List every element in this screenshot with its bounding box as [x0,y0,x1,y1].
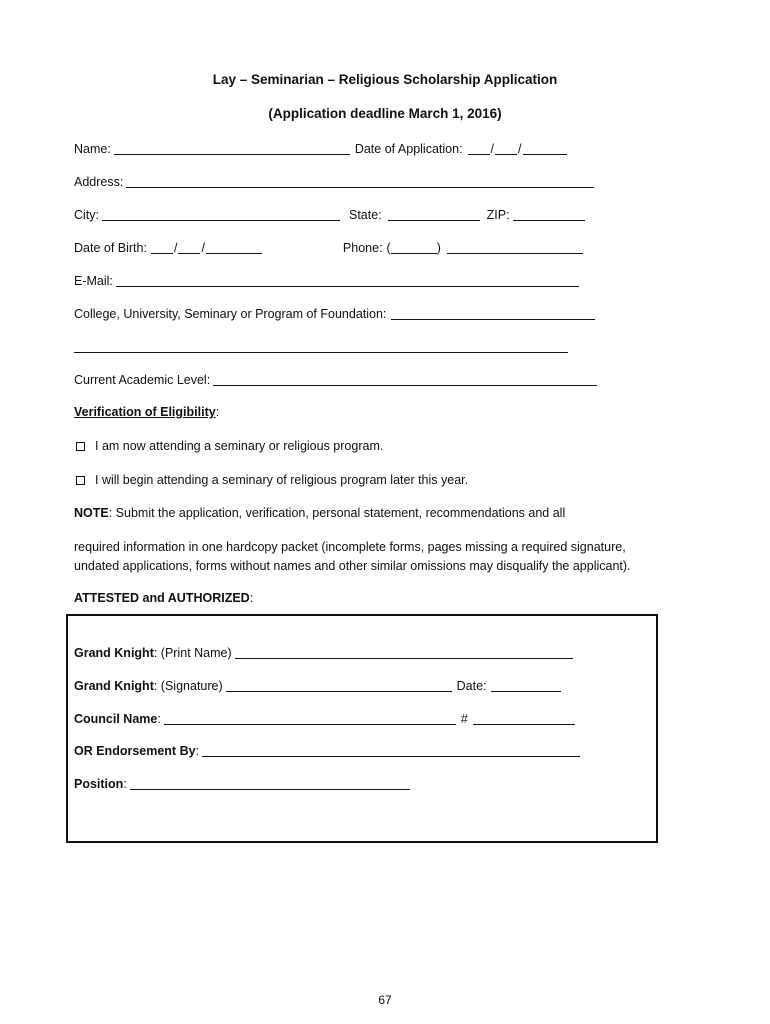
city-field[interactable] [102,208,340,221]
note-line-2: required information in one hardcopy packet (incomplete forms, pages missing a required signature, [74,540,626,554]
academic-level-row [74,372,600,388]
name-label: Name: [74,142,111,156]
council-number-label: # [460,712,468,726]
grand-knight-print-name-field[interactable] [235,646,573,659]
form-title: Lay – Seminarian – Religious Scholarship Application [212,72,558,87]
attending-later-checkbox[interactable] [76,476,85,485]
application-month-field[interactable] [468,142,490,155]
signature-date-label: Date: [456,679,487,693]
position-row: Position : [74,776,413,792]
application-year-field[interactable] [523,142,567,155]
print-name-label: : (Print Name) [153,646,232,660]
grand-knight-label: Grand Knight [74,646,154,660]
name-field[interactable] [114,142,350,155]
city-label: City: [74,208,99,222]
email-label: E-Mail: [74,274,113,288]
note-label: NOTE [74,506,109,520]
phone-area-code-field[interactable] [391,241,437,254]
note-row [74,505,565,521]
attending-now-label: I am now attending a seminary or religious program. [95,439,384,453]
zip-field[interactable] [513,208,585,221]
zip-label: ZIP: [486,208,510,222]
form-subtitle: (Application deadline March 1, 2016) [268,106,502,121]
state-label: State: [349,208,382,222]
verification-heading: Verification of Eligibility [74,405,216,419]
endorsement-row: OR Endorsement By : [74,743,583,759]
attested-row: ATTESTED and AUTHORIZED : [74,591,254,605]
attending-later-label: I will begin attending a seminary of religious program later this year. [95,473,469,487]
college-field[interactable] [391,307,595,320]
position-label: Position [74,777,124,791]
note-line-3: undated applications, forms without names and other similar omissions may disqualify the applicant). [74,559,631,573]
birth-phone-row: Date of Birth: / / Phone: ( ) [74,240,586,256]
endorsement-label: OR Endorsement By [74,744,196,758]
phone-label: Phone: [342,241,383,255]
college-row [74,306,598,322]
note-continuation [74,538,674,576]
council-row: Council Name : # [74,711,578,727]
attending-now-checkbox[interactable] [76,442,85,451]
date-of-birth-label: Date of Birth: [74,241,147,255]
academic-level-label: Current Academic Level: [74,373,211,387]
council-name-label: Council Name [74,712,158,726]
academic-level-field[interactable] [213,373,597,386]
signature-label: : (Signature) [153,679,223,693]
email-row [74,273,582,289]
address-field[interactable] [126,175,594,188]
birth-year-field[interactable] [206,241,262,254]
position-field[interactable] [130,777,410,790]
birth-day-field[interactable] [178,241,200,254]
city-state-zip-row [74,207,588,223]
application-day-field[interactable] [495,142,517,155]
date-of-application-label: Date of Application: [354,142,463,156]
college-continuation-row [74,339,571,355]
name-row: Name: Date of Application: / / [74,141,570,157]
council-number-field[interactable] [473,712,575,725]
verification-option-2 [74,472,468,488]
grand-knight-label-2: Grand Knight [74,679,154,693]
state-field[interactable] [388,208,480,221]
college-label: College, University, Seminary or Program of Foundation: [74,307,387,321]
attested-heading: ATTESTED and AUTHORIZED [74,591,250,605]
grand-knight-print-row [74,645,576,661]
verification-heading-row: Verification of Eligibility : [74,405,220,419]
page-number: 67 [378,993,392,1007]
endorsement-field[interactable] [202,744,580,757]
address-row [74,174,597,190]
grand-knight-signature-field[interactable] [226,679,452,692]
email-field[interactable] [116,274,579,287]
note-line-1: : Submit the application, verification, personal statement, recommendations and all [108,506,566,520]
signature-date-field[interactable] [491,679,561,692]
council-name-field[interactable] [164,712,456,725]
verification-option-1 [74,438,383,454]
college-continuation-field[interactable] [74,340,568,353]
phone-number-field[interactable] [447,241,583,254]
address-label: Address: [74,175,124,189]
birth-month-field[interactable] [151,241,173,254]
grand-knight-signature-row [74,678,564,694]
